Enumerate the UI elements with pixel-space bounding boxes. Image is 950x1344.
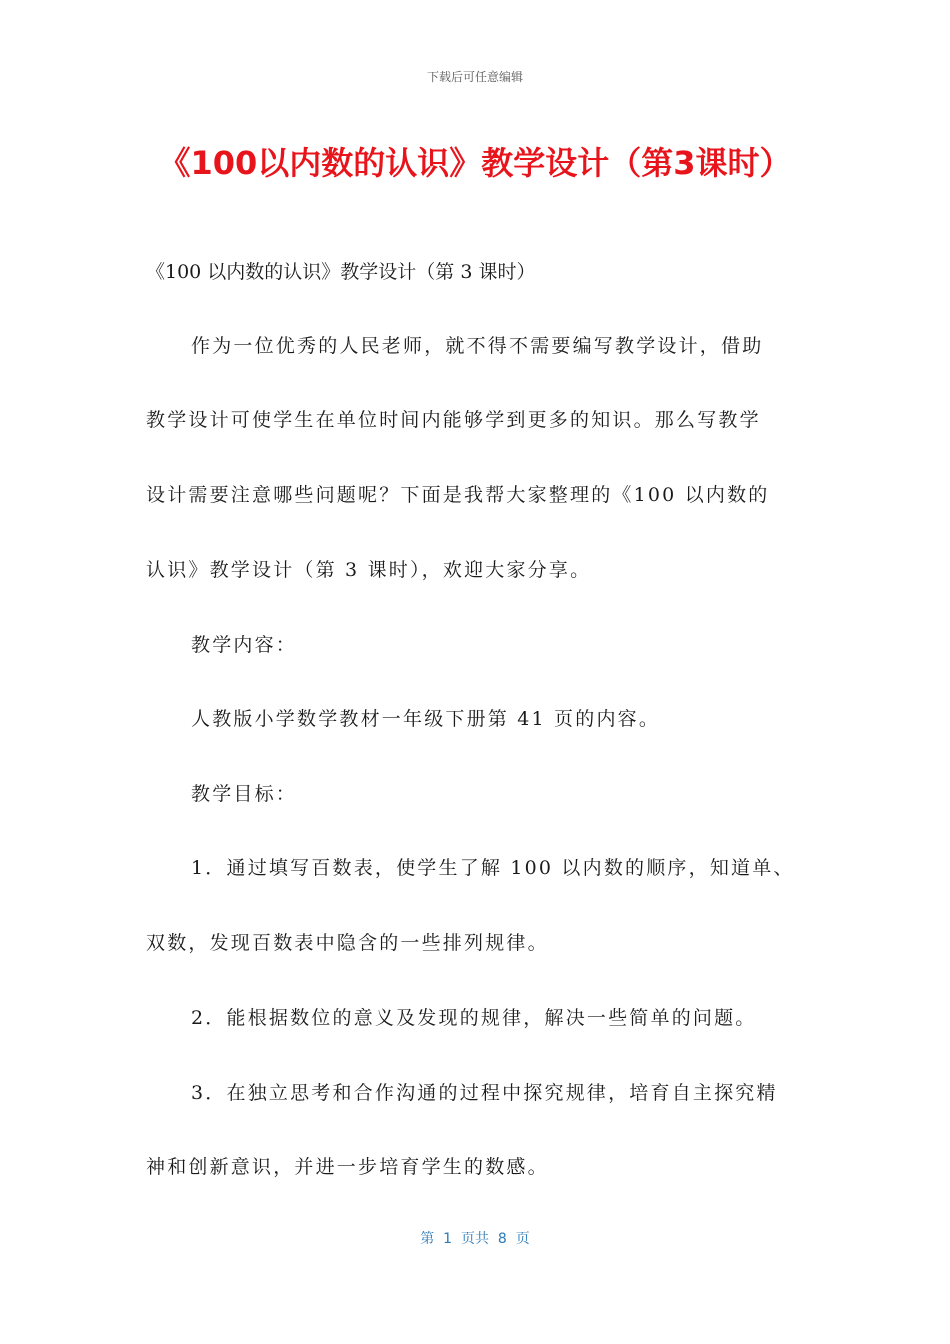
paragraph-line-intro-3: 设计需要注意哪些问题呢？下面是我帮大家整理的《100 以内数的 xyxy=(146,484,770,506)
paragraph-line-content: 人教版小学数学教材一年级下册第 41 页的内容。 xyxy=(191,708,661,730)
goal-2-line-1: 2．能根据数位的意义及发现的规律，解决一些简单的问题。 xyxy=(191,1007,757,1029)
goal-1-line-2: 双数，发现百数表中隐含的一些排列规律。 xyxy=(146,932,549,954)
goal-3-line-1: 3．在独立思考和合作沟通的过程中探究规律，培育自主探究精 xyxy=(191,1082,778,1104)
goal-3-line-2: 神和创新意识，并进一步培育学生的数感。 xyxy=(146,1156,549,1178)
document-subtitle: 《100 以内数的认识》教学设计（第 3 课时） xyxy=(146,261,536,283)
section-heading-content: 教学内容： xyxy=(191,634,298,656)
page-number-footer: 第 1 页共 8 页 xyxy=(420,1231,530,1247)
paragraph-line-intro-4: 认识》教学设计（第 3 课时），欢迎大家分享。 xyxy=(146,559,592,581)
goal-1-line-1: 1．通过填写百数表，使学生了解 100 以内数的顺序，知道单、 xyxy=(191,857,795,879)
paragraph-line-intro-1: 作为一位优秀的人民老师，就不得不需要编写教学设计，借助 xyxy=(191,335,764,357)
header-note: 下载后可任意编辑 xyxy=(426,70,523,84)
paragraph-line-intro-2: 教学设计可使学生在单位时间内能够学到更多的知识。那么写教学 xyxy=(146,409,761,431)
section-heading-goals: 教学目标： xyxy=(191,783,298,805)
document-title: 《100以内数的认识》教学设计（第3课时） xyxy=(158,144,792,182)
